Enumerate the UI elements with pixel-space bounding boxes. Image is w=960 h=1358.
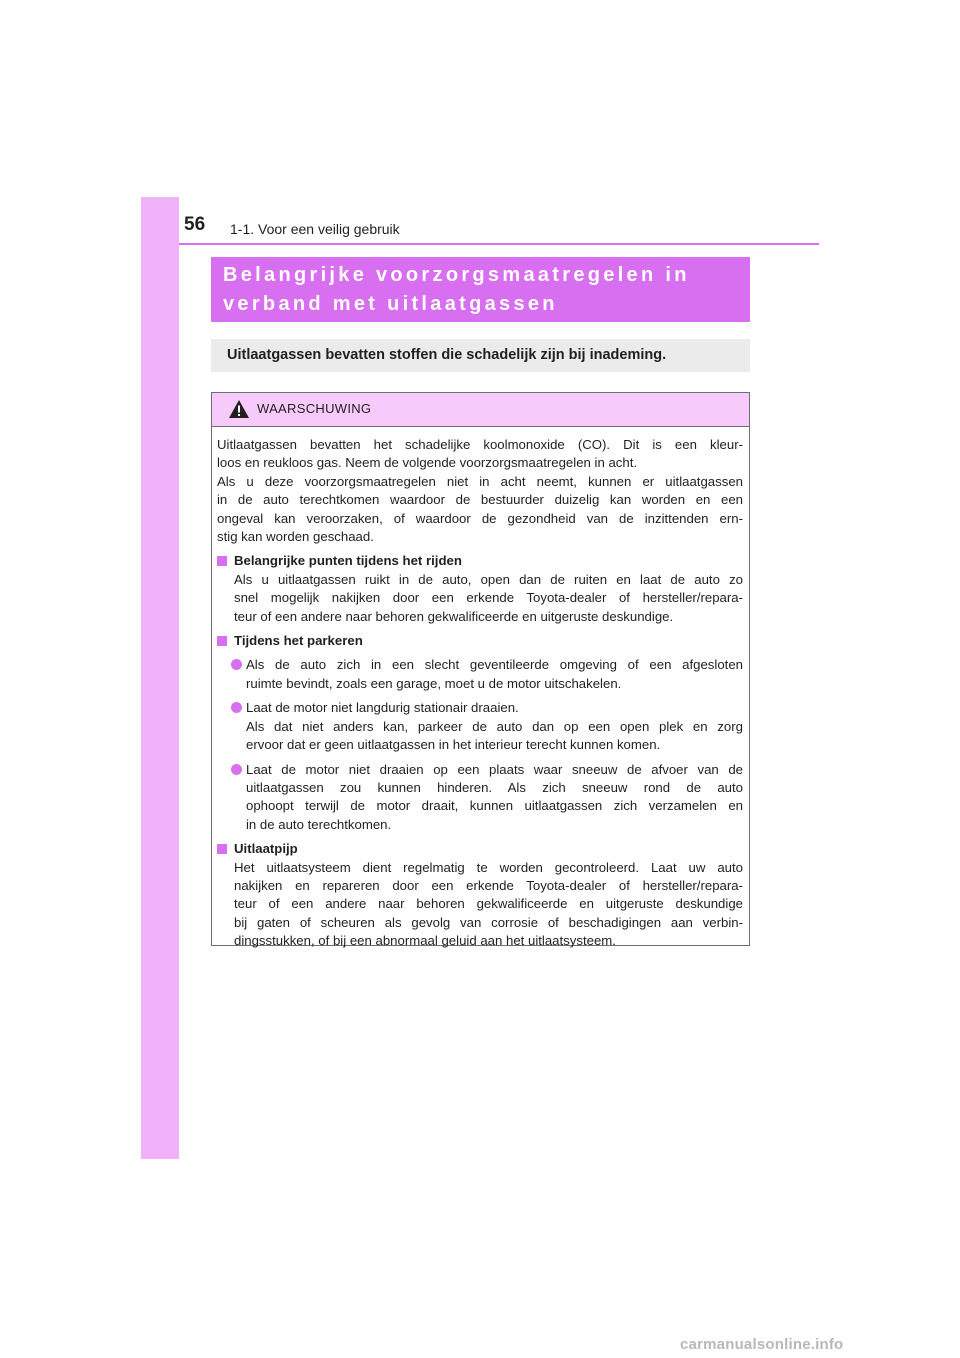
subheading-text: Tijdens het parkeren <box>234 633 363 649</box>
intro-line: stig kan worden geschaad. <box>217 529 374 545</box>
text-line: teur of een andere naar behoren gekwalificeerde en uitgeruste deskundige. <box>234 608 674 624</box>
text-line: nakijken en repareren door een erkende Toyota-dealer of hersteller/repara- <box>234 877 743 893</box>
summary-statement: Uitlaatgassen bevatten stoffen die schadelijk zijn bij inademing. <box>211 339 750 372</box>
header-rule <box>179 243 819 245</box>
text-line: dingsstukken, of bij een abnormaal geluid aan het uitlaatsysteem. <box>234 933 616 949</box>
subheading-text: Belangrijke punten tijdens het rijden <box>234 553 462 569</box>
subheading-text: Uitlaatpijp <box>234 841 298 857</box>
warning-title: WAARSCHUWING <box>257 401 372 416</box>
text-line: Als u uitlaatgassen ruikt in de auto, open dan de ruiten en laat de auto zo <box>234 571 743 587</box>
square-bullet-icon <box>217 636 227 646</box>
page-number: 56 <box>184 214 206 235</box>
exhaust-pipe-text <box>217 859 743 951</box>
subheading-exhaust-pipe <box>217 840 743 858</box>
site-watermark: carmanualsonline.info <box>680 1336 844 1353</box>
list-item <box>217 656 743 693</box>
intro-line: in de auto terechtkomen waardoor de bestuurder duizelig kan worden en een <box>217 492 743 508</box>
section-title-line-2: verband met uitlaatgassen <box>223 293 558 315</box>
list-item <box>217 699 743 754</box>
round-bullet-icon <box>231 659 242 670</box>
text-line: ervoor dat er geen uitlaatgassen in het interieur terecht kunnen komen. <box>246 737 661 753</box>
text-line: Als de auto zich in een slecht geventileerde omgeving of een afgesloten <box>246 657 743 673</box>
text-line: bij gaten of scheuren als gevolg van corrosie of beschadigingen aan verbin- <box>234 914 743 930</box>
text-line: Laat de motor niet langdurig stationair draaien. <box>246 700 519 716</box>
text-line: ophoopt terwijl de motor draait, kunnen uitlaatgassen zich verzamelen en <box>246 798 743 814</box>
warning-header <box>212 393 749 427</box>
text-line: uitlaatgassen zou kunnen hinderen. Als zich sneeuw rond de auto <box>246 779 743 795</box>
square-bullet-icon <box>217 556 227 566</box>
warning-box <box>211 392 750 949</box>
subheading-driving <box>217 552 743 570</box>
intro-line: Uitlaatgassen bevatten het schadelijke koolmonoxide (CO). Dit is een kleur- <box>217 437 743 452</box>
warning-body <box>212 427 749 951</box>
intro-line: loos en reukloos gas. Neem de volgende voorzorgsmaatregelen in acht. <box>217 455 638 471</box>
intro-line: ongeval kan veroorzaken, of waardoor de gezondheid van de inzittenden ern- <box>217 510 743 526</box>
text-line: ruimte bevindt, zoals een garage, moet u de motor uitschakelen. <box>246 675 622 691</box>
subheading-parking <box>217 632 743 650</box>
section-title-band <box>211 257 750 322</box>
text-line: Als dat niet anders kan, parkeer de auto dan op een open plek en zorg <box>246 718 743 734</box>
warning-intro <box>217 436 743 546</box>
section-path: 1-1. Voor een veilig gebruik <box>230 221 400 237</box>
list-item <box>217 761 743 835</box>
round-bullet-icon <box>231 702 242 713</box>
text-line: snel mogelijk nakijken door een erkende Toyota-dealer of hersteller/repara- <box>234 590 743 606</box>
text-line: in de auto terechtkomen. <box>246 816 392 832</box>
warning-triangle-icon <box>228 399 250 419</box>
intro-line: Als u deze voorzorgsmaatregelen niet in acht neemt, kunnen er uitlaatgassen <box>217 473 743 489</box>
text-line: Het uitlaatsysteem dient regelmatig te worden gecontroleerd. Laat uw auto <box>234 859 743 875</box>
round-bullet-icon <box>231 764 242 775</box>
square-bullet-icon <box>217 844 227 854</box>
text-line: teur of een andere naar behoren gekwalificeerde en uitgeruste deskundige <box>234 896 743 912</box>
driving-text <box>217 571 743 626</box>
section-title-line-1: Belangrijke voorzorgsmaatregelen in <box>223 264 690 286</box>
chapter-side-strip <box>141 197 179 1159</box>
text-line: Laat de motor niet draaien op een plaats waar sneeuw de afvoer van de <box>246 761 743 777</box>
